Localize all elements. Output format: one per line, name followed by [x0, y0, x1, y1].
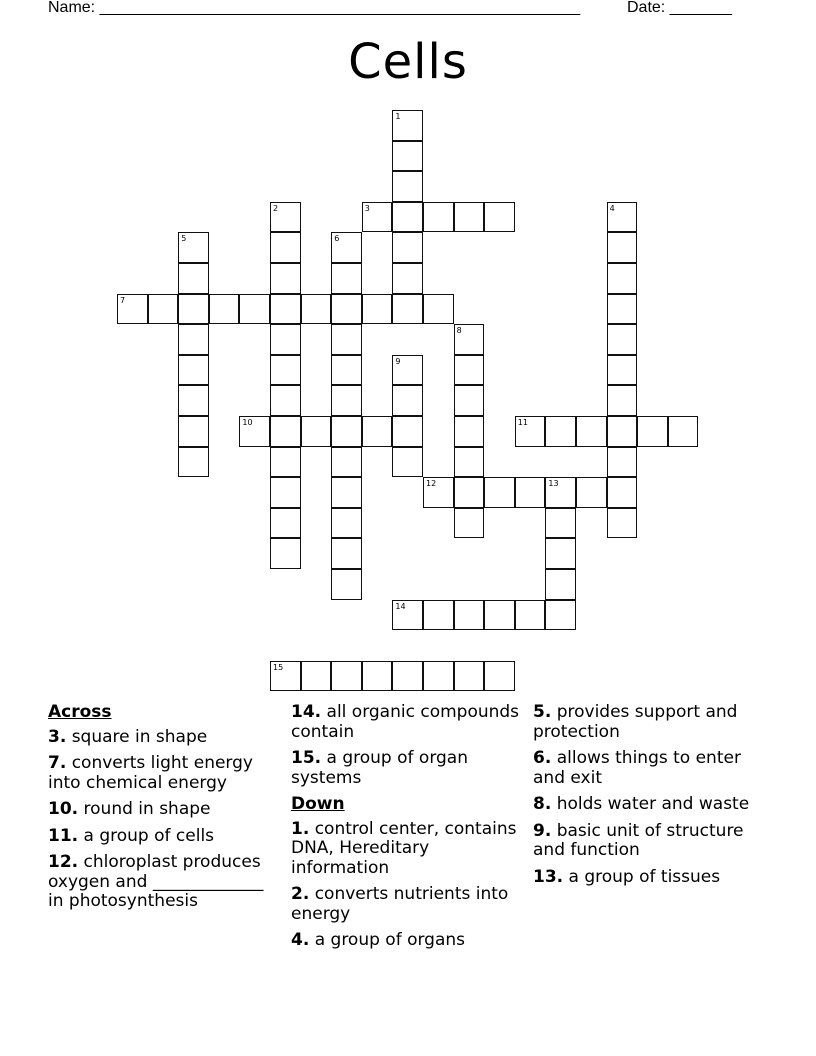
grid-cell[interactable] — [423, 600, 454, 631]
grid-cell[interactable] — [178, 447, 209, 478]
grid-cell[interactable] — [331, 538, 362, 569]
clue-down-6: 6. allows things to enter and exit — [533, 748, 741, 788]
grid-cell[interactable] — [454, 416, 485, 447]
clue-number: 3 — [364, 203, 370, 213]
grid-cell[interactable] — [607, 477, 638, 508]
down-heading: Down — [291, 794, 345, 814]
clue-number: 5 — [181, 234, 187, 244]
clue-across-12: 12. chloroplast produces oxygen and _____________ in photosynthesis — [48, 852, 264, 911]
grid-cell[interactable] — [392, 263, 423, 294]
grid-cell[interactable] — [392, 294, 423, 325]
clue-number: 11 — [517, 418, 528, 427]
grid-cell[interactable] — [270, 447, 301, 478]
grid-cell[interactable] — [392, 232, 423, 263]
clues-column-2 — [291, 703, 531, 958]
grid-cell[interactable] — [178, 263, 209, 294]
grid-cell[interactable] — [454, 508, 485, 539]
grid-cell[interactable] — [331, 447, 362, 478]
grid-cell[interactable] — [454, 385, 485, 416]
clue-across-15: 15. a group of organ systems — [291, 748, 468, 788]
grid-cell[interactable] — [607, 232, 638, 263]
grid-cell[interactable] — [392, 447, 423, 478]
grid-cell[interactable] — [454, 477, 485, 508]
grid-cell[interactable] — [270, 202, 301, 233]
grid-cell[interactable] — [331, 508, 362, 539]
grid-cell[interactable] — [117, 294, 148, 325]
grid-cell[interactable] — [362, 416, 393, 447]
grid-cell[interactable] — [392, 110, 423, 141]
clue-down-13: 13. a group of tissues — [533, 866, 721, 887]
grid-cell[interactable] — [362, 294, 393, 325]
grid-cell[interactable] — [637, 416, 668, 447]
across-heading: Across — [48, 702, 112, 722]
grid-cell[interactable] — [454, 600, 485, 631]
clue-across-11: 11. a group of cells — [48, 825, 215, 846]
grid-cell[interactable] — [545, 569, 576, 600]
grid-cell[interactable] — [392, 661, 423, 692]
grid-cell[interactable] — [270, 508, 301, 539]
grid-cell[interactable] — [423, 661, 454, 692]
clue-number: 9 — [395, 356, 401, 366]
grid-cell[interactable] — [392, 600, 423, 631]
grid-cell[interactable] — [607, 416, 638, 447]
grid-cell[interactable] — [392, 141, 423, 172]
clue-number: 6 — [334, 234, 340, 244]
grid-cell[interactable] — [270, 385, 301, 416]
grid-cell[interactable] — [392, 202, 423, 233]
clue-down-1: 1. control center, contains DNA, Hereditary information — [291, 818, 517, 878]
grid-cell[interactable] — [239, 294, 270, 325]
name-field[interactable]: Name: ______________________________________________________ — [48, 0, 581, 16]
grid-cell[interactable] — [545, 538, 576, 569]
grid-cell[interactable] — [209, 294, 240, 325]
grid-cell[interactable] — [607, 447, 638, 478]
grid-cell[interactable] — [607, 355, 638, 386]
grid-cell[interactable] — [270, 324, 301, 355]
grid-cell[interactable] — [607, 385, 638, 416]
grid-cell[interactable] — [331, 385, 362, 416]
grid-cell[interactable] — [392, 416, 423, 447]
grid-cell[interactable] — [454, 202, 485, 233]
clue-down-4: 4. a group of organs — [291, 930, 466, 950]
grid-cell[interactable] — [423, 294, 454, 325]
date-field[interactable]: Date: _______ — [627, 0, 732, 16]
grid-cell[interactable] — [270, 355, 301, 386]
page-title: Cells — [348, 34, 468, 90]
grid-cell[interactable] — [331, 355, 362, 386]
grid-cell[interactable] — [392, 355, 423, 386]
clues-column-3 — [533, 703, 773, 894]
clue-number: 8 — [456, 326, 462, 336]
grid-cell[interactable] — [607, 508, 638, 539]
grid-cell[interactable] — [362, 202, 393, 233]
grid-cell[interactable] — [607, 294, 638, 325]
grid-cell[interactable] — [270, 477, 301, 508]
clue-number: 1 — [395, 112, 401, 121]
grid-cell[interactable] — [576, 416, 607, 447]
grid-cell[interactable] — [454, 324, 485, 355]
grid-cell[interactable] — [301, 294, 332, 325]
grid-cell[interactable] — [270, 416, 301, 447]
grid-cell[interactable] — [178, 355, 209, 386]
grid-cell[interactable] — [270, 232, 301, 263]
grid-cell[interactable] — [454, 661, 485, 692]
clue-across-7: 7. converts light energy into chemical energy — [48, 753, 253, 793]
clues-column-1 — [48, 703, 280, 919]
grid-cell[interactable] — [331, 569, 362, 600]
grid-cell[interactable] — [178, 232, 209, 263]
grid-cell[interactable] — [392, 385, 423, 416]
grid-cell[interactable] — [484, 202, 515, 233]
clue-down-8: 8. holds water and waste — [533, 794, 750, 814]
clue-down-5: 5. provides support and protection — [533, 702, 738, 742]
clue-number: 7 — [120, 295, 126, 305]
grid-cell[interactable] — [484, 661, 515, 692]
grid-cell[interactable] — [484, 600, 515, 631]
grid-cell[interactable] — [607, 202, 638, 233]
grid-cell[interactable] — [301, 661, 332, 692]
grid-cell[interactable] — [576, 477, 607, 508]
grid-cell[interactable] — [331, 232, 362, 263]
grid-cell[interactable] — [545, 416, 576, 447]
clue-across-3: 3. square in shape — [48, 726, 208, 747]
grid-cell[interactable] — [239, 416, 270, 447]
grid-cell[interactable] — [331, 416, 362, 447]
grid-cell[interactable] — [178, 416, 209, 447]
grid-cell[interactable] — [668, 416, 699, 447]
grid-cell[interactable] — [178, 385, 209, 416]
grid-cell[interactable] — [545, 508, 576, 539]
clue-down-9: 9. basic unit of structure and function — [533, 820, 744, 860]
grid-cell[interactable] — [270, 294, 301, 325]
grid-cell[interactable] — [301, 416, 332, 447]
grid-cell[interactable] — [454, 355, 485, 386]
grid-cell[interactable] — [148, 294, 179, 325]
grid-cell[interactable] — [515, 416, 546, 447]
grid-cell[interactable] — [423, 477, 454, 508]
clue-number: 13 — [548, 479, 559, 489]
grid-cell[interactable] — [331, 661, 362, 692]
grid-cell[interactable] — [178, 324, 209, 355]
grid-cell[interactable] — [331, 294, 362, 325]
grid-cell[interactable] — [607, 263, 638, 294]
grid-cell[interactable] — [392, 171, 423, 202]
grid-cell[interactable] — [270, 538, 301, 569]
clue-down-2: 2. converts nutrients into energy — [291, 884, 509, 924]
grid-cell[interactable] — [270, 661, 301, 692]
grid-cell[interactable] — [484, 477, 515, 508]
grid-cell[interactable] — [607, 324, 638, 355]
grid-cell[interactable] — [331, 263, 362, 294]
grid-cell[interactable] — [515, 600, 546, 631]
clue-number: 4 — [609, 203, 615, 213]
grid-cell[interactable] — [331, 324, 362, 355]
clue-across-10: 10. round in shape — [48, 799, 211, 819]
grid-cell[interactable] — [545, 600, 576, 631]
clue-number: 10 — [242, 418, 253, 427]
grid-cell[interactable] — [454, 447, 485, 478]
grid-cell[interactable] — [178, 294, 209, 325]
clue-number: 15 — [273, 662, 284, 672]
grid-cell[interactable] — [423, 202, 454, 233]
grid-cell[interactable] — [545, 477, 576, 508]
grid-cell[interactable] — [270, 263, 301, 294]
clue-across-14: 14. all organic compounds contain — [291, 702, 520, 742]
clue-number: 12 — [426, 479, 437, 489]
grid-cell[interactable] — [331, 477, 362, 508]
grid-cell[interactable] — [362, 661, 393, 692]
clue-number: 2 — [273, 203, 279, 213]
clue-number: 14 — [395, 601, 406, 611]
grid-cell[interactable] — [515, 477, 546, 508]
